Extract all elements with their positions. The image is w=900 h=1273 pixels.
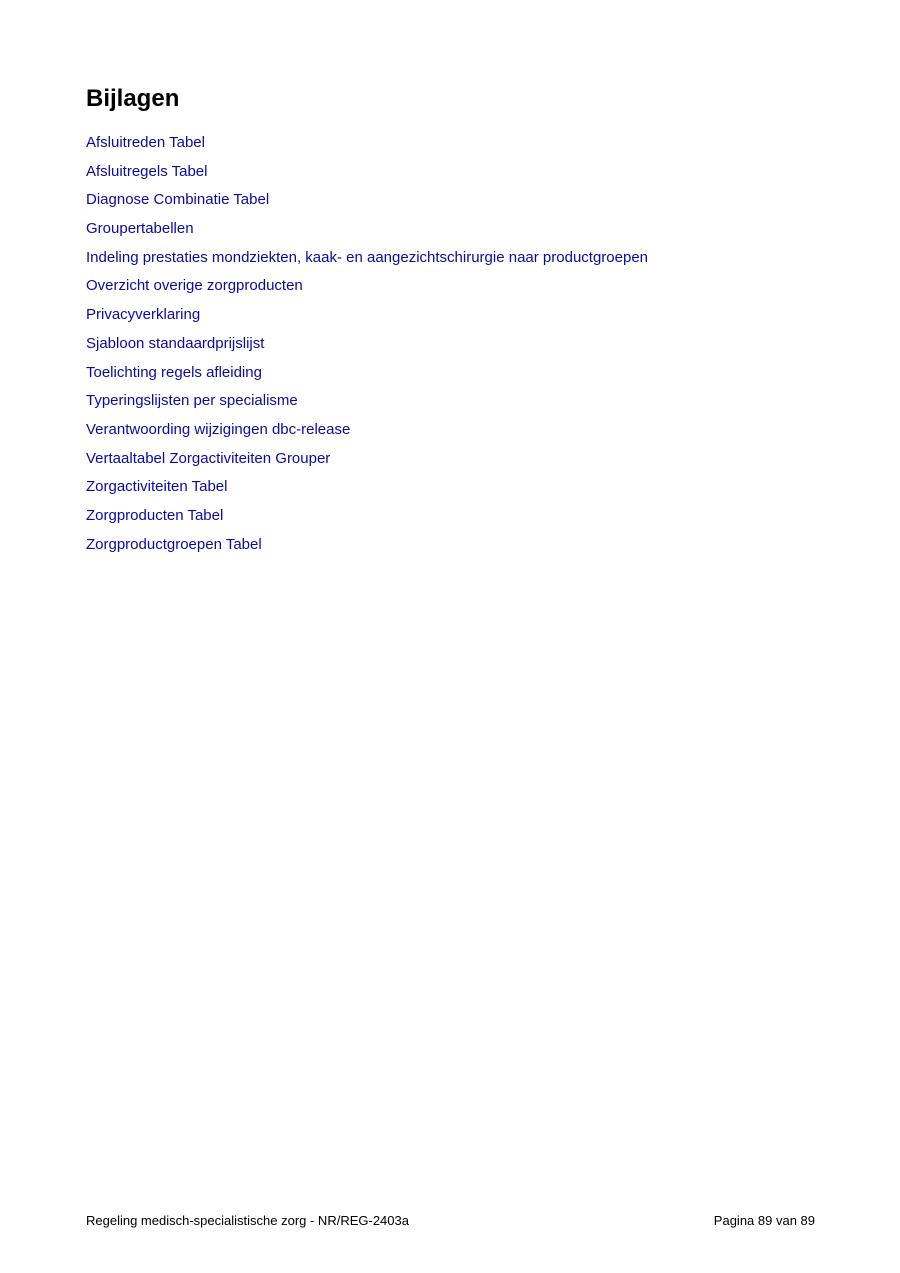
list-item [86, 390, 648, 419]
appendix-link[interactable]: Toelichting regels afleiding [86, 363, 262, 381]
list-item [86, 275, 648, 304]
list-item [86, 448, 648, 477]
list-item [86, 189, 648, 218]
list-item [86, 132, 648, 161]
appendix-link[interactable]: Groupertabellen [86, 220, 194, 238]
appendix-link[interactable]: Diagnose Combinatie Tabel [86, 191, 270, 209]
appendix-link-list [86, 132, 648, 562]
appendix-link[interactable]: Zorgproductgroepen Tabel [86, 535, 262, 553]
appendix-link[interactable]: Vertaaltabel Zorgactiviteiten Grouper [86, 449, 331, 467]
appendix-link[interactable]: Typeringslijsten per specialisme [86, 392, 298, 410]
appendix-link[interactable]: Indeling prestaties mondziekten, kaak- en aangezichtschirurgie naar productgroepen [86, 248, 649, 266]
list-item [86, 534, 648, 563]
list-item [86, 218, 648, 247]
list-item [86, 161, 648, 190]
list-item [86, 505, 648, 534]
section-heading: Bijlagen [86, 85, 180, 112]
appendix-link[interactable]: Afsluitreden Tabel [86, 134, 205, 151]
page-footer [86, 1212, 815, 1230]
list-item [86, 304, 648, 333]
list-item [86, 476, 648, 505]
appendix-link[interactable]: Zorgactiviteiten Tabel [86, 478, 228, 496]
list-item [86, 419, 648, 448]
list-item [86, 247, 648, 276]
footer-page-number: Pagina 89 van 89 [713, 1213, 815, 1228]
appendix-link[interactable]: Overzicht overige zorgproducten [86, 277, 303, 295]
list-item [86, 362, 648, 391]
appendix-link[interactable]: Afsluitregels Tabel [86, 162, 208, 180]
appendix-link[interactable]: Sjabloon standaardprijslijst [86, 334, 265, 352]
appendix-link[interactable]: Verantwoording wijzigingen dbc-release [86, 420, 351, 438]
list-item [86, 333, 648, 362]
footer-document-title: Regeling medisch-specialistische zorg - NR/REG-2403a [86, 1213, 409, 1228]
appendix-link[interactable]: Privacyverklaring [86, 306, 201, 324]
appendix-link[interactable]: Zorgproducten Tabel [86, 506, 224, 524]
